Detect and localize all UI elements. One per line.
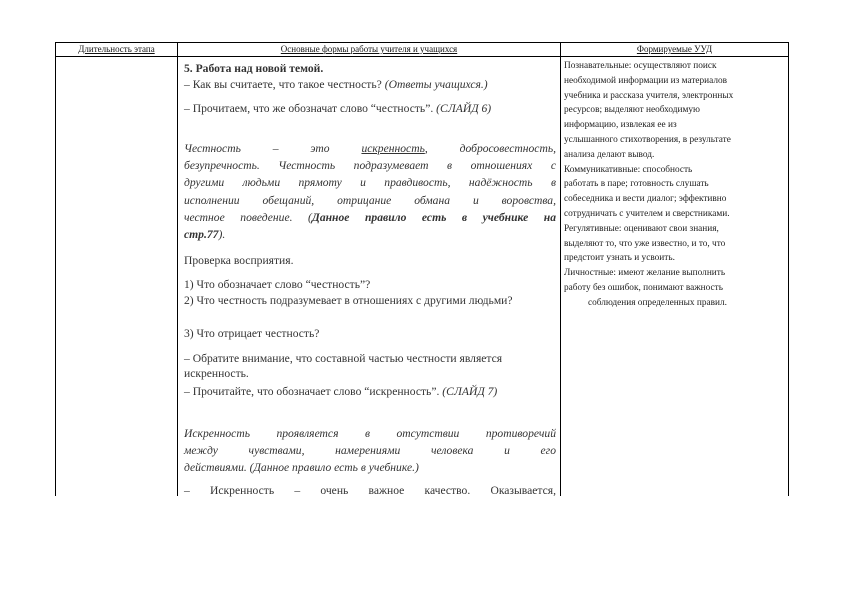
definition-line: безупречность. Честность подразумевает в отношениях с (184, 159, 556, 172)
definition-text: ). (218, 228, 226, 241)
section-title: 5. Работа над новой темой. (184, 62, 324, 75)
table-border-right (788, 42, 789, 496)
uud-line: ресурсов; выделяют необходимую (564, 105, 700, 116)
uud-line: информацию, извлекая ее из (564, 120, 677, 131)
duration-cell (56, 57, 177, 496)
question-honesty (184, 77, 556, 92)
header-duration: Длительность этапа (78, 44, 155, 54)
header-uud: Формируемые УУД (636, 44, 713, 54)
uud-line: Коммуникативные: способность (564, 164, 693, 175)
question-list-item-1: 1) Что обозначает слово “честность”? (184, 278, 371, 291)
uud-line: работать в паре; готовность слушать (564, 179, 709, 190)
uud-line: услышанного стихотворения, в результате (564, 134, 731, 145)
slide-7-label: (СЛАЙД 7) (442, 385, 498, 398)
definition-text: честное поведение. ( (184, 211, 312, 224)
question-list-item-2: 2) Что честность подразумевает в отношениях с другими людьми? (184, 294, 513, 307)
definition-line: действиями. (Данное правило есть в учебнике.) (184, 461, 419, 474)
question-honesty-note: (Ответы учащихся.) (384, 78, 488, 91)
definition-line (184, 227, 556, 242)
uud-cell (564, 59, 786, 311)
definition-line: Искренность проявляется в отсутствии противоречий (184, 427, 556, 440)
uud-line: учебника и рассказа учителя, электронных (564, 90, 734, 101)
uud-line: работу без ошибок, понимают важность (564, 282, 723, 293)
column-divider-1 (177, 42, 178, 496)
definition-underlined-word: искренность (361, 142, 425, 155)
uud-line: предстоит узнать и усвоить. (564, 253, 675, 264)
uud-line: Регулятивные: оценивают свои знания, (564, 223, 719, 234)
question-list-item-3: 3) Что отрицает честность? (184, 327, 320, 340)
definition-text: Честность – это (184, 142, 362, 155)
uud-line: собеседника и вести диалог; эффективно (564, 194, 727, 205)
definition-text: , добросовестность, (424, 142, 557, 155)
uud-line: анализа делают вывод. (564, 149, 655, 160)
sincerity-statement: – Искренность – очень важное качество. Оказывается, (184, 484, 556, 497)
definition-line: между чувствами, намерениями человека и его (184, 444, 556, 457)
uud-line: необходимой информации из материалов (564, 75, 728, 86)
read-instruction-1-text: – Прочитаем, что же обозначат слово “честность”. (184, 102, 437, 115)
definition-bold-text: стр.77 (184, 228, 219, 241)
read-instruction-2-text: – Прочитайте, что обозначает слово “искренность”. (184, 385, 443, 398)
slide-6-label: (СЛАЙД 6) (436, 102, 492, 115)
uud-line: Познавательные: осуществляют поиск (564, 61, 717, 71)
uud-line: сотрудничать с учителем и сверстниками. (564, 208, 730, 219)
definition-line: другими людьми прямоту и правдивость, надёжность в (184, 176, 556, 189)
read-instruction-1 (184, 101, 556, 116)
header-work-forms: Основные формы работы учителя и учащихся (280, 44, 458, 54)
uud-line: соблюдения определенных правил. (588, 297, 727, 308)
definition-line (184, 141, 556, 156)
read-instruction-2 (184, 384, 556, 399)
definition-bold-text: Данное правило есть в учебнике на (311, 211, 556, 224)
uud-line: выделяют то, что уже известно, и то, что (564, 238, 726, 249)
uud-line: Личностные: имеют желание выполнить (564, 268, 726, 279)
definition-line (184, 210, 556, 225)
question-honesty-text: – Как вы считаете, что такое честность? (184, 78, 385, 91)
column-divider-2 (560, 42, 561, 496)
definition-line: исполнении обещаний, отрицание обмана и воровства, (184, 194, 556, 207)
work-forms-cell (184, 0, 556, 595)
attention-note: – Обратите внимание, что составной частью честности является искренность. (184, 352, 503, 380)
perception-check: Проверка восприятия. (184, 254, 294, 267)
